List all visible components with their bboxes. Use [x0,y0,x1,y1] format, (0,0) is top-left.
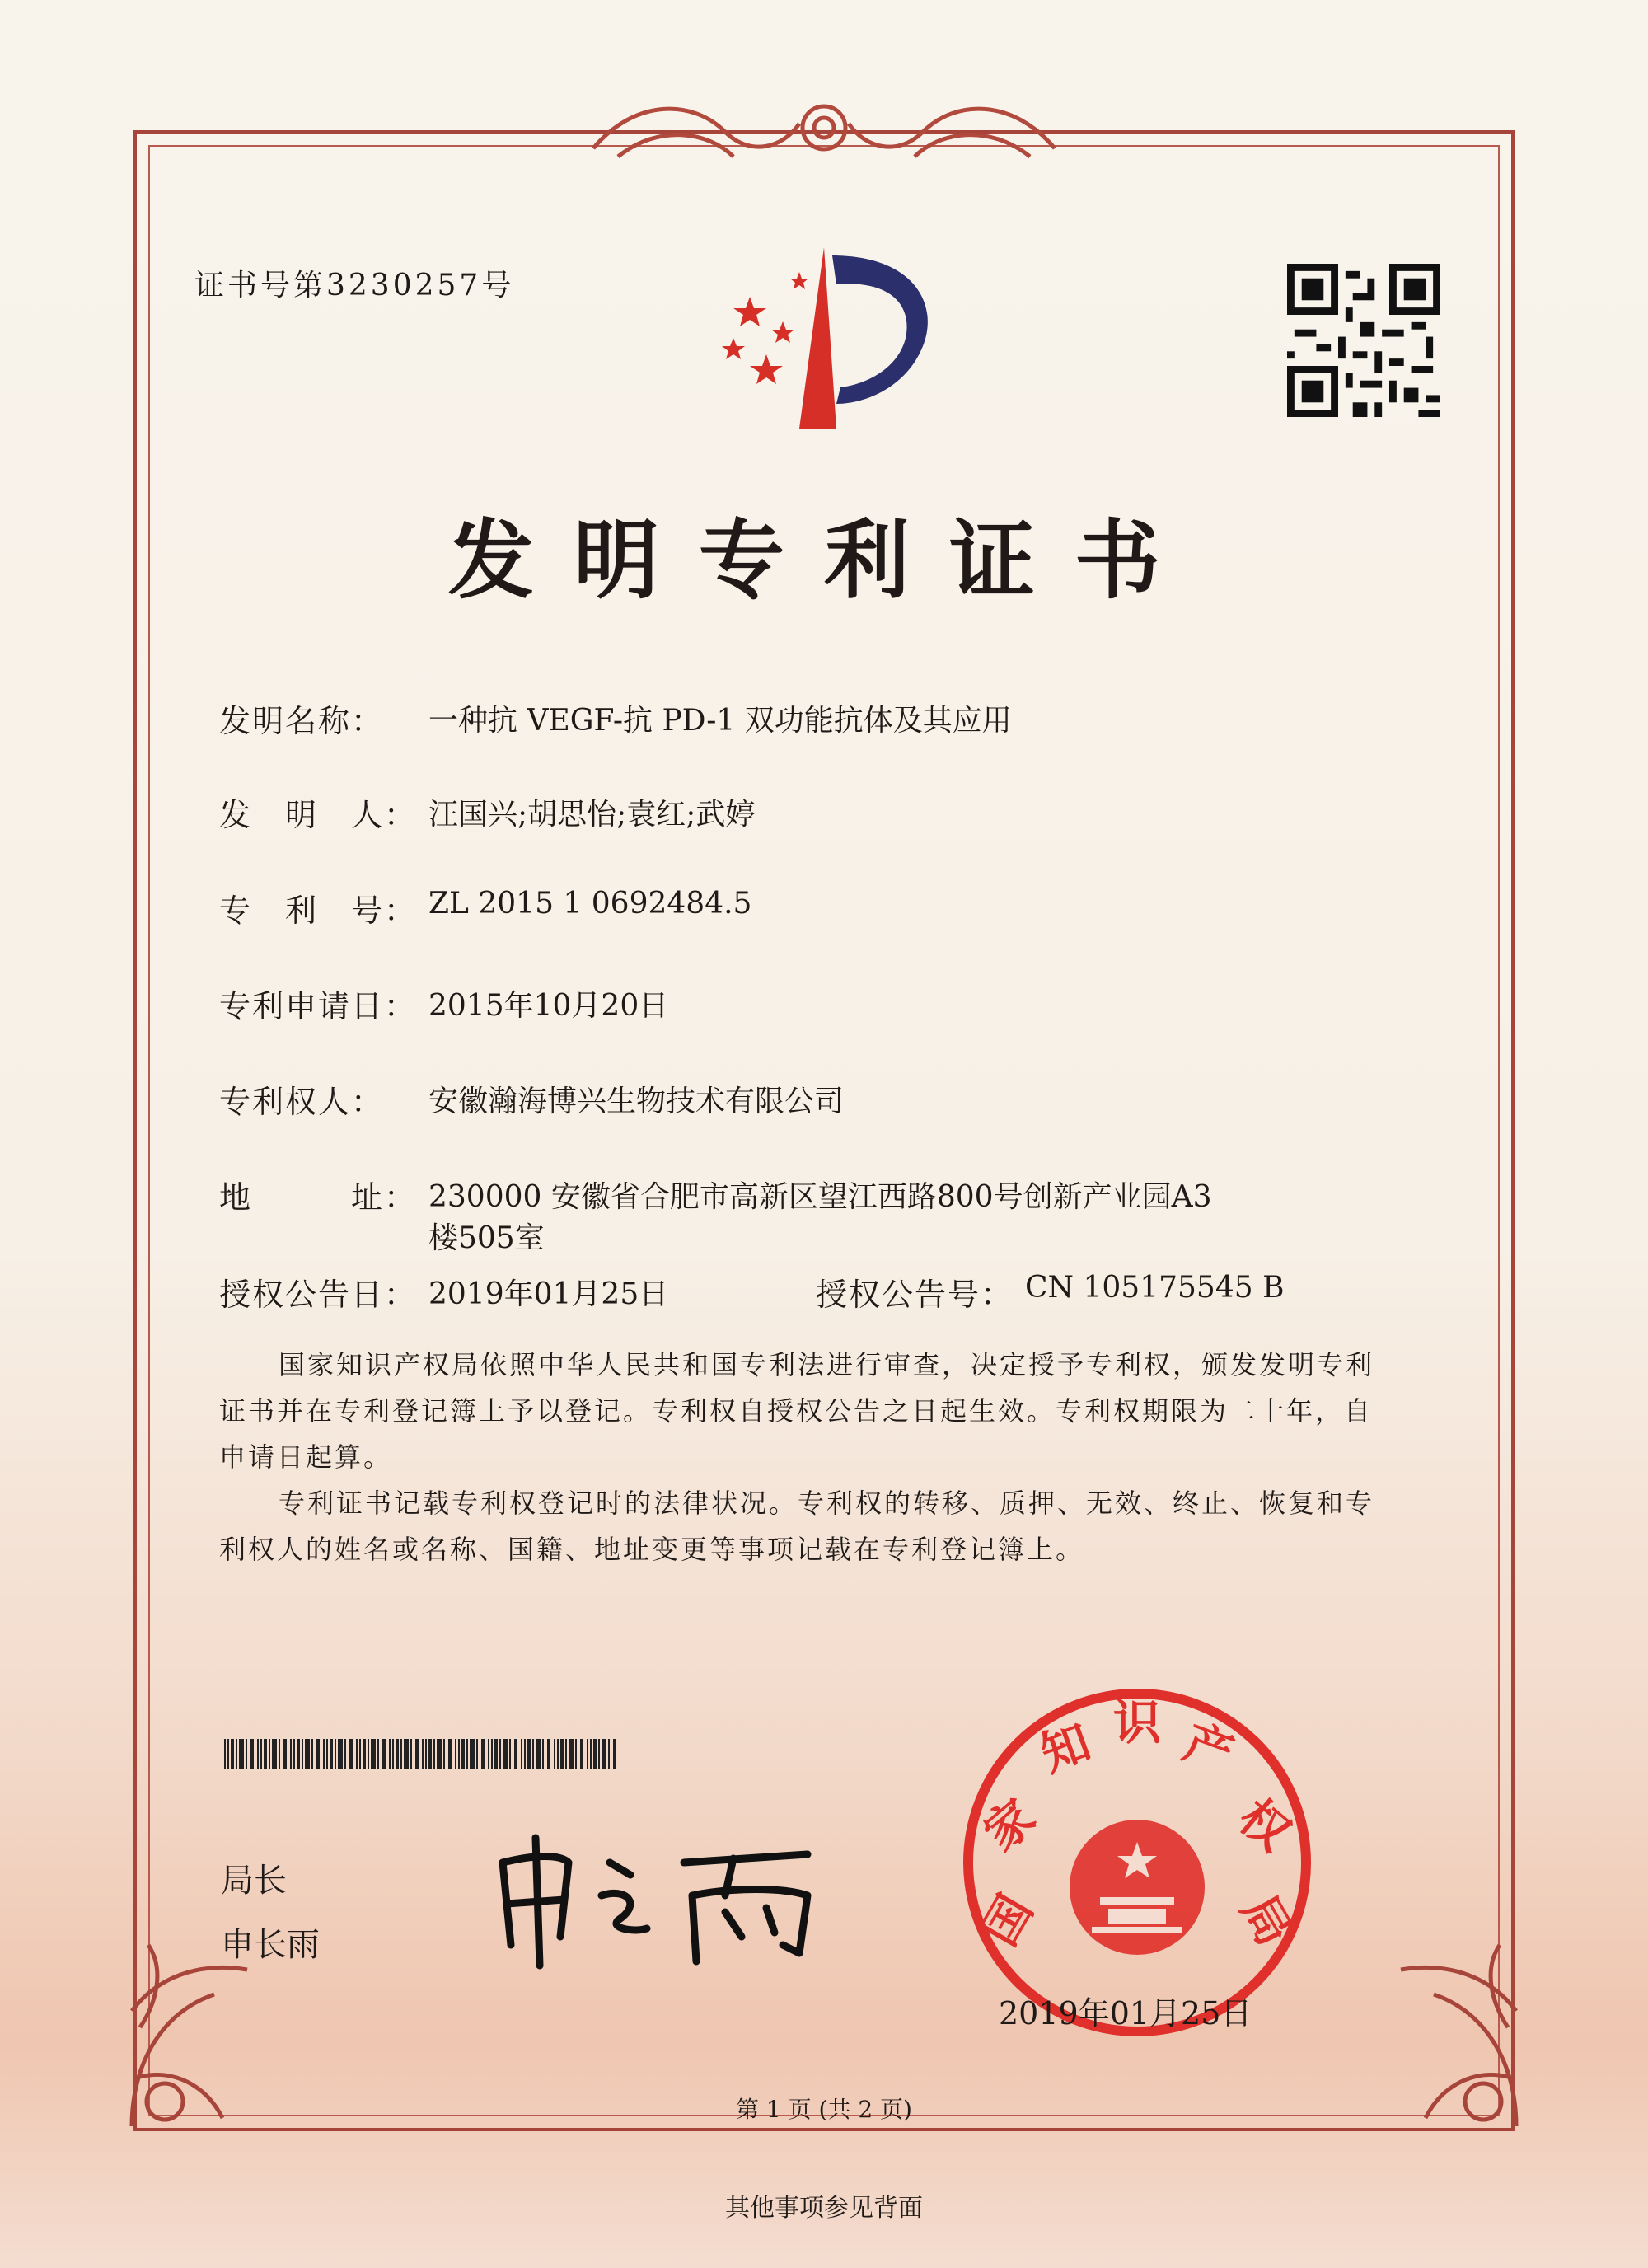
barcode-bar [554,1739,555,1769]
paragraph-1-line-1: 国家知识产权局依照中华人民共和国专利法进行审查，决定授予专利权，颁发发明专利 [279,1349,1375,1380]
barcode-bar [590,1739,592,1769]
signer-title: 局长 [221,1862,287,1900]
barcode-bar [236,1739,237,1769]
barcode-bar [461,1739,465,1769]
svg-text:局: 局 [1230,1885,1304,1956]
invention-name-label: 发明名称： [219,703,385,739]
barcode-bar [260,1739,262,1769]
barcode-bar [593,1739,597,1769]
barcode-bar [443,1739,445,1769]
barcode-bar [514,1739,517,1769]
barcode-bar [521,1739,522,1769]
barcode-bar [368,1739,369,1769]
address-value-line1: 230000 安徽省合肥市高新区望江西路800号创新产业园A3 [428,1180,1212,1214]
top-ornament [585,91,1063,173]
barcode-bar [608,1739,610,1769]
barcode-bar [557,1739,559,1769]
inventors-label: 发 明 人： [219,797,418,833]
barcode-bar [476,1739,478,1769]
barcode-bar [269,1739,270,1769]
barcode-bar [422,1739,424,1769]
barcode-bar [433,1739,435,1769]
barcode [224,1739,621,1769]
certificate-title: 发明专利证书 [447,510,1200,611]
barcode-bar [224,1739,226,1769]
barcode-bar [323,1739,325,1769]
barcode-bar [283,1739,287,1769]
barcode-bar [316,1739,320,1769]
barcode-bar [455,1739,456,1769]
patentee-label: 专利权人： [219,1084,385,1120]
barcode-bar [425,1739,427,1769]
barcode-bar [400,1739,402,1769]
barcode-bar [542,1739,544,1769]
barcode-bar [575,1739,577,1769]
handwritten-signature [486,1830,832,1970]
barcode-bar [587,1739,588,1769]
barcode-bar [305,1739,310,1769]
barcode-bar [330,1739,333,1769]
barcode-bar [356,1739,358,1769]
filing-date-label: 专利申请日： [219,988,418,1024]
signer-name: 申长雨 [221,1926,320,1964]
grant-number-label: 授权公告号： [816,1277,1014,1313]
barcode-bar [344,1739,346,1769]
svg-text:家: 家 [973,1788,1046,1863]
barcode-bar [415,1739,419,1769]
barcode-bar [371,1739,376,1769]
patent-office-logo-icon [700,239,948,437]
patent-number-value: ZL 2015 1 0692484.5 [428,887,752,921]
barcode-bar [363,1739,366,1769]
barcode-bar [524,1739,526,1769]
barcode-bar [404,1739,409,1769]
barcode-bar [227,1739,229,1769]
seal-date: 2019年01月25日 [999,1995,1252,2031]
address-value-line2: 楼505室 [428,1221,545,1255]
barcode-bar [392,1739,394,1769]
barcode-bar [491,1739,493,1769]
barcode-bar [349,1739,353,1769]
barcode-bar [536,1739,541,1769]
barcode-bar [396,1739,399,1769]
barcode-bar [560,1739,564,1769]
national-emblem-icon [1070,1820,1205,1955]
barcode-bar [293,1739,295,1769]
paragraph-1-line-2: 证书并在专利登记簿上予以登记。专利权自授权公告之日起生效。专利权期限为二十年，自 [219,1395,1374,1427]
address-label: 地 址： [219,1179,418,1216]
paragraph-2-line-2: 利权人的姓名或名称、国籍、地址变更等事项记载在专利登记簿上。 [219,1534,1085,1565]
filing-date-value: 2015年10月20日 [428,989,669,1023]
barcode-bar [311,1739,313,1769]
barcode-bar [250,1739,254,1769]
barcode-bar [428,1739,432,1769]
barcode-bar [302,1739,303,1769]
paragraph-1-line-3: 申请日起算。 [219,1441,393,1473]
barcode-bar [382,1739,386,1769]
barcode-bar [565,1739,567,1769]
barcode-bar [598,1739,600,1769]
barcode-bar [290,1739,292,1769]
barcode-bar [389,1739,391,1769]
barcode-bar [569,1739,574,1769]
svg-text:国: 国 [971,1885,1044,1956]
barcode-bar [246,1739,247,1769]
barcode-bar [503,1739,508,1769]
page-number: 第 1 页 (共 2 页) [736,2096,912,2123]
certificate-number: 证书号第3230257号 [194,269,515,302]
barcode-bar [527,1739,531,1769]
barcode-bar [377,1739,379,1769]
svg-text:权: 权 [1228,1788,1301,1863]
barcode-bar [499,1739,501,1769]
barcode-bar [410,1739,412,1769]
paragraph-2-line-1: 专利证书记载专利权登记时的法律状况。专利权的转移、质押、无效、终止、恢复和专 [279,1488,1375,1519]
body-text [219,1342,1406,1572]
barcode-bar [326,1739,328,1769]
grant-date-label: 授权公告日： [219,1277,418,1313]
barcode-bar [231,1739,234,1769]
barcode-bar [338,1739,343,1769]
svg-text:识: 识 [1112,1694,1162,1750]
barcode-bar [494,1739,498,1769]
barcode-bar [359,1739,361,1769]
barcode-bar [580,1739,583,1769]
barcode-bar [458,1739,460,1769]
invention-name-value: 一种抗 VEGF-抗 PD-1 双功能抗体及其应用 [428,704,1012,738]
barcode-bar [466,1739,468,1769]
svg-text:知: 知 [1033,1713,1098,1783]
barcode-bar [272,1739,277,1769]
barcode-bar [257,1739,259,1769]
grant-date-value: 2019年01月25日 [428,1277,669,1311]
patent-number-label: 专 利 号： [219,893,418,929]
patentee-value: 安徽瀚海博兴生物技术有限公司 [428,1085,845,1118]
barcode-bar [335,1739,336,1769]
barcode-bar [488,1739,489,1769]
svg-text:产: 产 [1176,1713,1241,1783]
grant-number-value: CN 105175545 B [1025,1271,1285,1305]
barcode-bar [547,1739,550,1769]
barcode-bar [481,1739,485,1769]
barcode-bar [613,1739,616,1769]
back-side-note: 其他事项参见背面 [725,2194,923,2223]
barcode-bar [448,1739,452,1769]
barcode-bar [509,1739,511,1769]
barcode-bar [602,1739,606,1769]
barcode-bar [532,1739,534,1769]
barcode-bar [279,1739,280,1769]
barcode-bar [437,1739,442,1769]
qr-code [1287,264,1440,417]
barcode-bar [264,1739,267,1769]
inventors-value: 汪国兴;胡思怡;袁红;武婷 [428,798,756,832]
barcode-bar [297,1739,300,1769]
barcode-bar [470,1739,475,1769]
barcode-bar [239,1739,244,1769]
